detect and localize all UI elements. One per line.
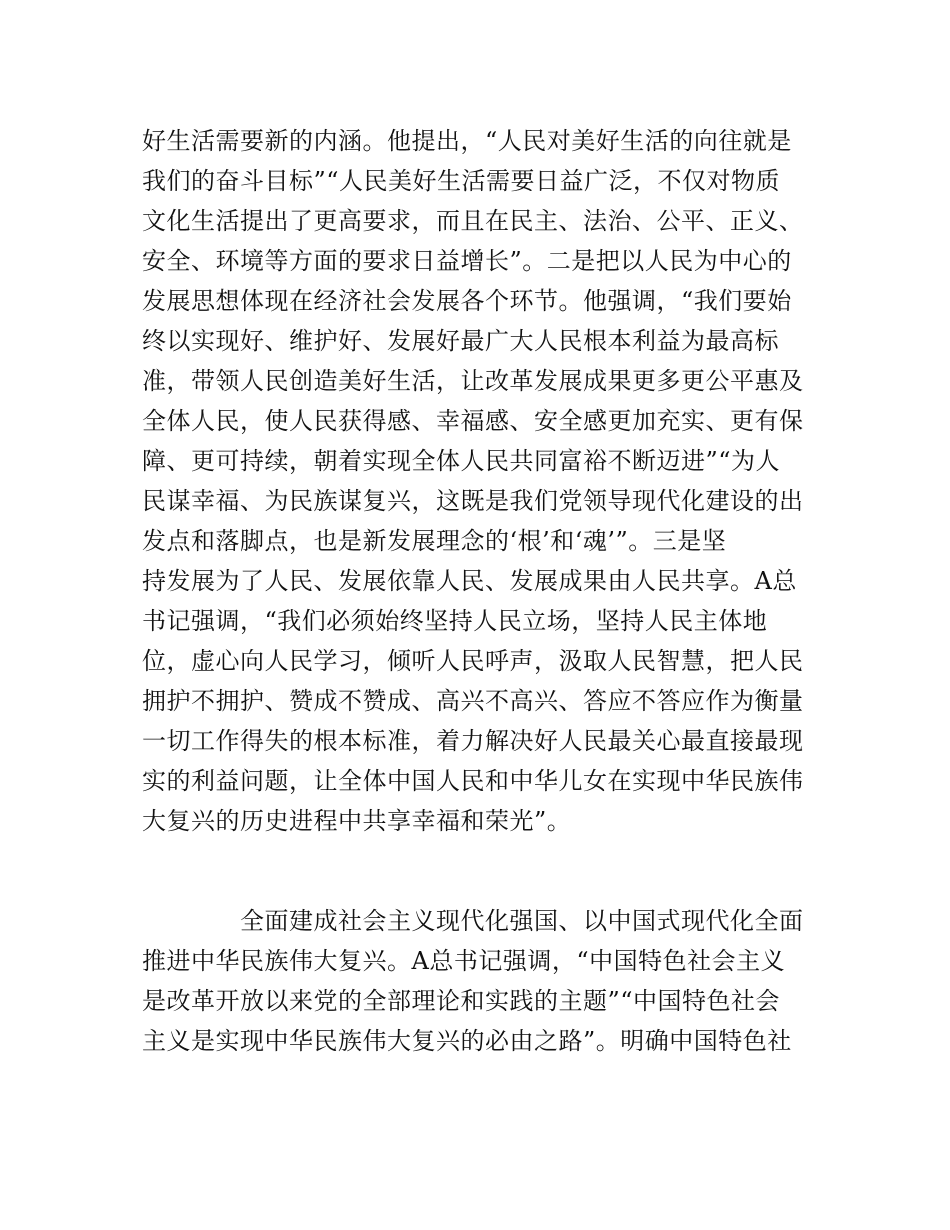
text-line: 书记强调，“我们必须始终坚持人民立场，坚持人民主体地 [142, 607, 768, 635]
text-line: 持发展为了人民、发展依靠人民、发展成果由人民共享。A总 [142, 567, 797, 595]
text-line: 安全、环境等方面的要求日益增长”。二是把以人民为中心的 [142, 247, 792, 275]
text-line: 全面建成社会主义现代化强国、以中国式现代化全面 [240, 907, 804, 935]
text-line: 一切工作得失的根本标准，着力解决好人民最关心最直接最现 [142, 727, 804, 755]
text-line: 发点和落脚点，也是新发展理念的‘根’和‘魂’”。三是坚 [142, 527, 727, 555]
text-line: 拥护不拥护、赞成不赞成、高兴不高兴、答应不答应作为衡量 [142, 687, 804, 715]
text-line: 终以实现好、维护好、发展好最广大人民根本利益为最高标 [142, 327, 779, 355]
text-line: 准，带领人民创造美好生活，让改革发展成果更多更公平惠及 [142, 367, 804, 395]
text-line: 是改革开放以来党的全部理论和实践的主题”“中国特色社会 [142, 987, 781, 1015]
text-line: 民谋幸福、为民族谋复兴，这既是我们党领导现代化建设的出 [142, 487, 804, 515]
text-line: 障、更可持续，朝着实现全体人民共同富裕不断迈进”“为人 [142, 447, 781, 475]
text-line: 大复兴的历史进程中共享幸福和荣光”。 [142, 807, 572, 835]
text-line: 主义是实现中华民族伟大复兴的必由之路”。明确中国特色社 [142, 1027, 792, 1055]
text-line: 我们的奋斗目标”“人民美好生活需要日益广泛，不仅对物质 [142, 167, 781, 195]
text-line: 实的利益问题，让全体中国人民和中华儿女在实现中华民族伟 [142, 767, 804, 795]
text-line: 好生活需要新的内涵。他提出，“人民对美好生活的向往就是 [142, 127, 792, 155]
text-line: 位，虚心向人民学习，倾听人民呼声，汲取人民智慧，把人民 [142, 647, 804, 675]
text-line: 发展思想体现在经济社会发展各个环节。他强调，“我们要始 [142, 287, 792, 315]
text-line: 全体人民，使人民获得感、幸福感、安全感更加充实、更有保 [142, 407, 804, 435]
text-line: 文化生活提出了更高要求，而且在民主、法治、公平、正义、 [142, 207, 804, 235]
text-line: 推进中华民族伟大复兴。A总书记强调，“中国特色社会主义 [142, 947, 786, 975]
